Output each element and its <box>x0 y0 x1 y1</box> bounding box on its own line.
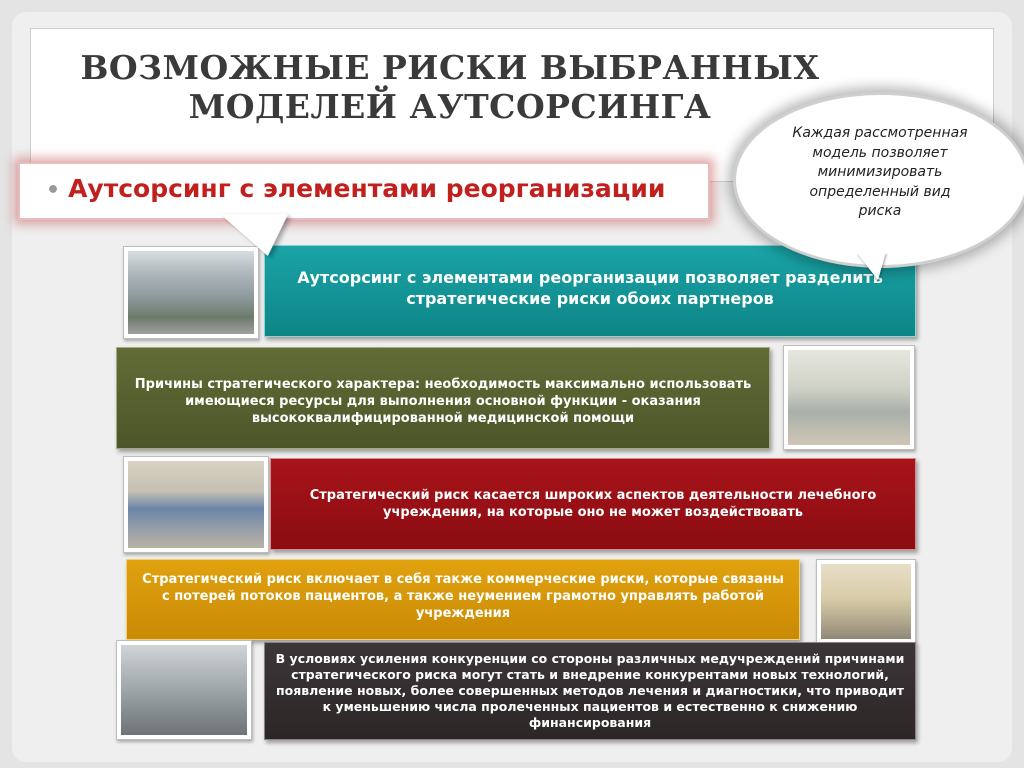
subtitle-text: Аутсорсинг с элементами реорганизации <box>68 174 666 203</box>
info-box-text: Стратегический риск включает в себя также коммерческие риски, которые связаны с потерей потоков пациентов, а также неумением грамотно управлять работой учреждения <box>142 572 784 621</box>
photo-image <box>128 251 254 334</box>
info-box-text: В условиях усиления конкуренции со стороны различных медучреждений причинами стратегического риска могут стать и внедрение конкурентами новых технологий, появление новых, более совершенных методов лечения и диагностики, что приводит к уменьшению числа пролеченных пациентов и естественно к снижению финансирования <box>275 651 905 730</box>
callout-text: Каждая рассмотренная модель позволяет минимизировать определенный вид риска <box>792 125 968 219</box>
info-box-dark <box>264 642 916 740</box>
kitchen-equipment-photo <box>116 640 252 740</box>
hospital-ward-photo <box>783 345 915 450</box>
photo-image <box>121 645 247 735</box>
info-box-red <box>270 458 916 550</box>
info-box-gold <box>126 559 800 640</box>
slide-title: ВОЗМОЖНЫЕ РИСКИ ВЫБРАННЫХ МОДЕЛЕЙ АУТСОРСИНГА <box>80 48 820 126</box>
info-box-olive <box>116 347 770 449</box>
info-box-text: Причины стратегического характера: необходимость максимально использовать имеющиеся ресурсы для выполнения основной функции - оказания высококвалифицированной медицинской помощи <box>134 377 752 426</box>
info-box-text: Стратегический риск касается широких аспектов деятельности лечебного учреждения, на которые оно не может воздействовать <box>309 488 877 520</box>
photo-image <box>128 461 264 548</box>
patient-room-photo <box>816 559 916 644</box>
photo-image <box>821 564 911 639</box>
cooks-photo <box>123 456 269 553</box>
kitchen-staff-photo <box>123 246 259 339</box>
subtitle-bubble <box>18 162 710 220</box>
photo-image <box>788 350 910 445</box>
callout-bubble-tail <box>856 252 886 280</box>
subtitle <box>46 174 665 203</box>
info-box-text: Аутсорсинг с элементами реорганизации позволяет разделить стратегические риски обоих партнеров <box>297 268 883 308</box>
bullet-icon: • <box>46 178 61 203</box>
